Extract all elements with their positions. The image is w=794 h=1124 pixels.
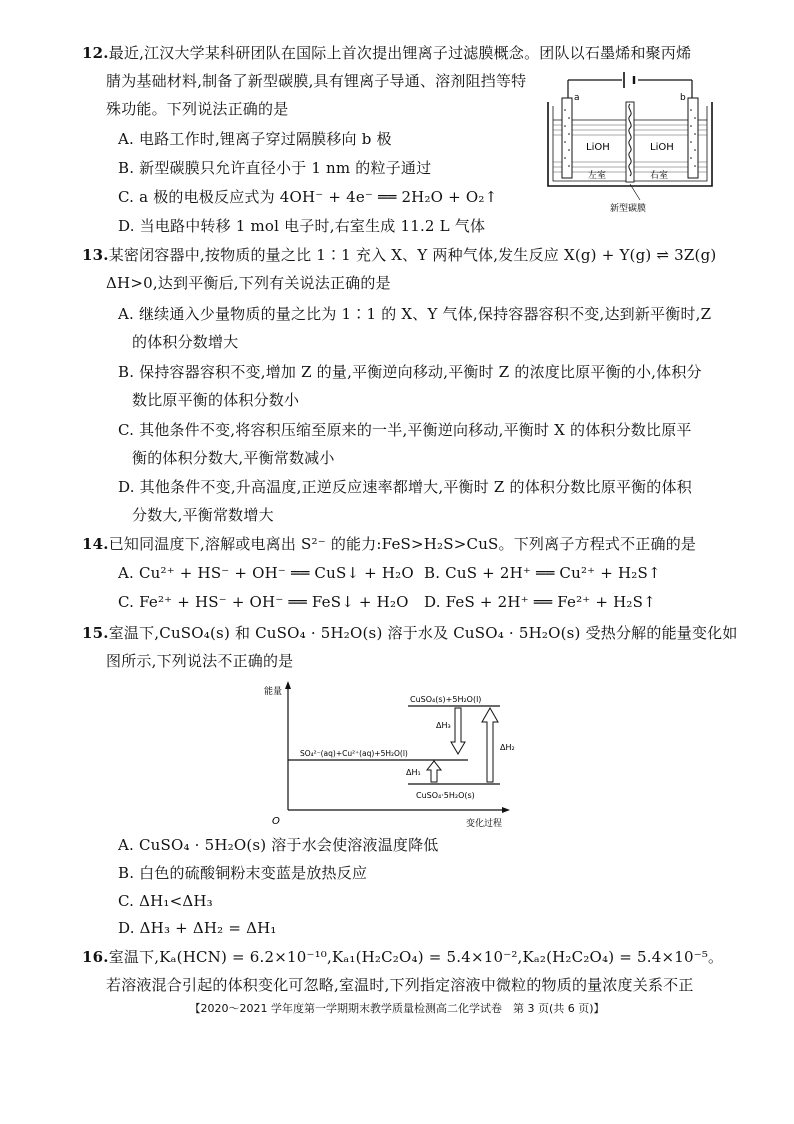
question-14-number: 14. bbox=[82, 535, 109, 553]
electrolysis-cell-figure bbox=[540, 68, 720, 218]
question-13-line-1: 13.某密闭容器中,按物质的量之比 1∶1 充入 X、Y 两种气体,发生反应 X(g) + Y(g) ⇌ 3Z(g) bbox=[82, 246, 717, 264]
question-16-number: 16. bbox=[82, 948, 109, 966]
question-15-line-1: 15.室温下,CuSO₄(s) 和 CuSO₄ · 5H₂O(s) 溶于水及 CuSO₄ · 5H₂O(s) 受热分解的能量变化如 bbox=[82, 624, 738, 642]
dh1-label: ΔH₁ bbox=[406, 768, 421, 777]
question-13-option-a: A. 继续通入少量物质的量之比为 1∶1 的 X、Y 气体,保持容器容积不变,达到新平衡时,Z bbox=[118, 305, 712, 323]
question-12-option-c: C. a 极的电极反应式为 4OH⁻ + 4e⁻ ══ 2H₂O + O₂↑ bbox=[118, 188, 498, 206]
question-13-option-d: D. 其他条件不变,升高温度,正逆反应速率都增大,平衡时 Z 的体积分数比原平衡的体积 bbox=[118, 478, 692, 496]
question-13-option-b-cont: 数比原平衡的体积分数小 bbox=[132, 391, 300, 409]
level-mid-label: SO₄²⁻(aq)+Cu²⁺(aq)+5H₂O(l) bbox=[300, 749, 408, 758]
electrode-a-plate bbox=[562, 98, 572, 178]
question-16-line-1: 16.室温下,Kₐ(HCN) = 6.2×10⁻¹⁰,Kₐ₁(H₂C₂O₄) = 5.4×10⁻²,Kₐ₂(H₂C₂O₄) = 5.4×10⁻⁵。 bbox=[82, 948, 724, 966]
question-13-line-2: ΔH>0,达到平衡后,下列有关说法正确的是 bbox=[106, 274, 391, 292]
question-14-option-d: D. FeS + 2H⁺ ══ Fe²⁺ + H₂S↑ bbox=[424, 593, 656, 611]
question-13-number: 13. bbox=[82, 246, 109, 264]
membrane-caption: 新型碳膜 bbox=[610, 204, 647, 214]
question-13-option-d-cont: 分数大,平衡常数增大 bbox=[132, 506, 274, 524]
dh2-label: ΔH₂ bbox=[500, 743, 515, 752]
right-room-label: 右室 bbox=[650, 171, 669, 181]
question-14-option-c: C. Fe²⁺ + HS⁻ + OH⁻ ══ FeS↓ + H₂O bbox=[118, 593, 409, 611]
left-solution-label: LiOH bbox=[586, 142, 610, 153]
page-footer: 【2020～2021 学年度第一学期期末教学质量检测高二化学试卷 第 3 页(共 6 页)】 bbox=[189, 1002, 605, 1015]
energy-diagram bbox=[263, 678, 528, 830]
question-12-option-b: B. 新型碳膜只允许直径小于 1 nm 的粒子通过 bbox=[118, 159, 432, 177]
question-15-option-c: C. ΔH₁<ΔH₃ bbox=[118, 892, 213, 910]
question-12-option-a: A. 电路工作时,锂离子穿过隔膜移向 b 极 bbox=[118, 130, 392, 148]
question-13-option-a-cont: 的体积分数增大 bbox=[132, 333, 239, 351]
dh2-arrow bbox=[482, 708, 498, 782]
right-solution-label: LiOH bbox=[650, 142, 674, 153]
question-14-option-a: A. Cu²⁺ + HS⁻ + OH⁻ ══ CuS↓ + H₂O bbox=[118, 564, 414, 582]
y-axis-label: 能量 bbox=[263, 687, 282, 697]
electrode-a-label: a bbox=[574, 93, 580, 103]
origin-label: O bbox=[272, 816, 280, 827]
question-14-option-b: B. CuS + 2H⁺ ══ Cu²⁺ + H₂S↑ bbox=[424, 564, 661, 582]
question-12-option-d: D. 当电路中转移 1 mol 电子时,右室生成 11.2 L 气体 bbox=[118, 217, 486, 235]
question-12-line-2: 腈为基础材料,制备了新型碳膜,具有锂离子导通、溶剂阻挡等特 bbox=[106, 72, 527, 90]
electrode-b-plate bbox=[688, 98, 698, 178]
question-13-option-b: B. 保持容器容积不变,增加 Z 的量,平衡逆向移动,平衡时 Z 的浓度比原平衡的小,体积分 bbox=[118, 363, 702, 381]
question-12-number: 12. bbox=[82, 44, 109, 62]
left-room-label: 左室 bbox=[588, 171, 607, 181]
dh3-label: ΔH₃ bbox=[436, 721, 451, 730]
question-16-line-2: 若溶液混合引起的体积变化可忽略,室温时,下列指定溶液中微粒的物质的量浓度关系不正 bbox=[106, 976, 694, 994]
question-13-option-c: C. 其他条件不变,将容积压缩至原来的一半,平衡逆向移动,平衡时 X 的体积分数比原平 bbox=[118, 421, 692, 439]
level-top-label: CuSO₄(s)+5H₂O(l) bbox=[410, 695, 482, 704]
question-15-option-b: B. 白色的硫酸铜粉末变蓝是放热反应 bbox=[118, 864, 368, 882]
x-axis-label: 变化过程 bbox=[466, 819, 503, 829]
dh3-arrow bbox=[451, 708, 465, 754]
electrode-b-label: b bbox=[680, 93, 686, 103]
question-12-line-3: 殊功能。下列说法正确的是 bbox=[106, 100, 289, 118]
dh1-arrow bbox=[427, 761, 441, 782]
question-15-option-d: D. ΔH₃ + ΔH₂ = ΔH₁ bbox=[118, 919, 277, 937]
question-15-number: 15. bbox=[82, 624, 109, 642]
question-12-line-1: 12.最近,江汉大学某科研团队在国际上首次提出锂离子过滤膜概念。团队以石墨烯和聚丙烯 bbox=[82, 44, 692, 62]
level-bottom-label: CuSO₄·5H₂O(s) bbox=[416, 791, 475, 800]
question-15-option-a: A. CuSO₄ · 5H₂O(s) 溶于水会使溶液温度降低 bbox=[118, 836, 439, 854]
question-14-line-1: 14.已知同温度下,溶解或电离出 S²⁻ 的能力:FeS>H₂S>CuS。下列离子方程式不正确的是 bbox=[82, 535, 697, 553]
question-15-line-2: 图所示,下列说法不正确的是 bbox=[106, 652, 294, 670]
question-13-option-c-cont: 衡的体积分数大,平衡常数减小 bbox=[132, 449, 335, 467]
